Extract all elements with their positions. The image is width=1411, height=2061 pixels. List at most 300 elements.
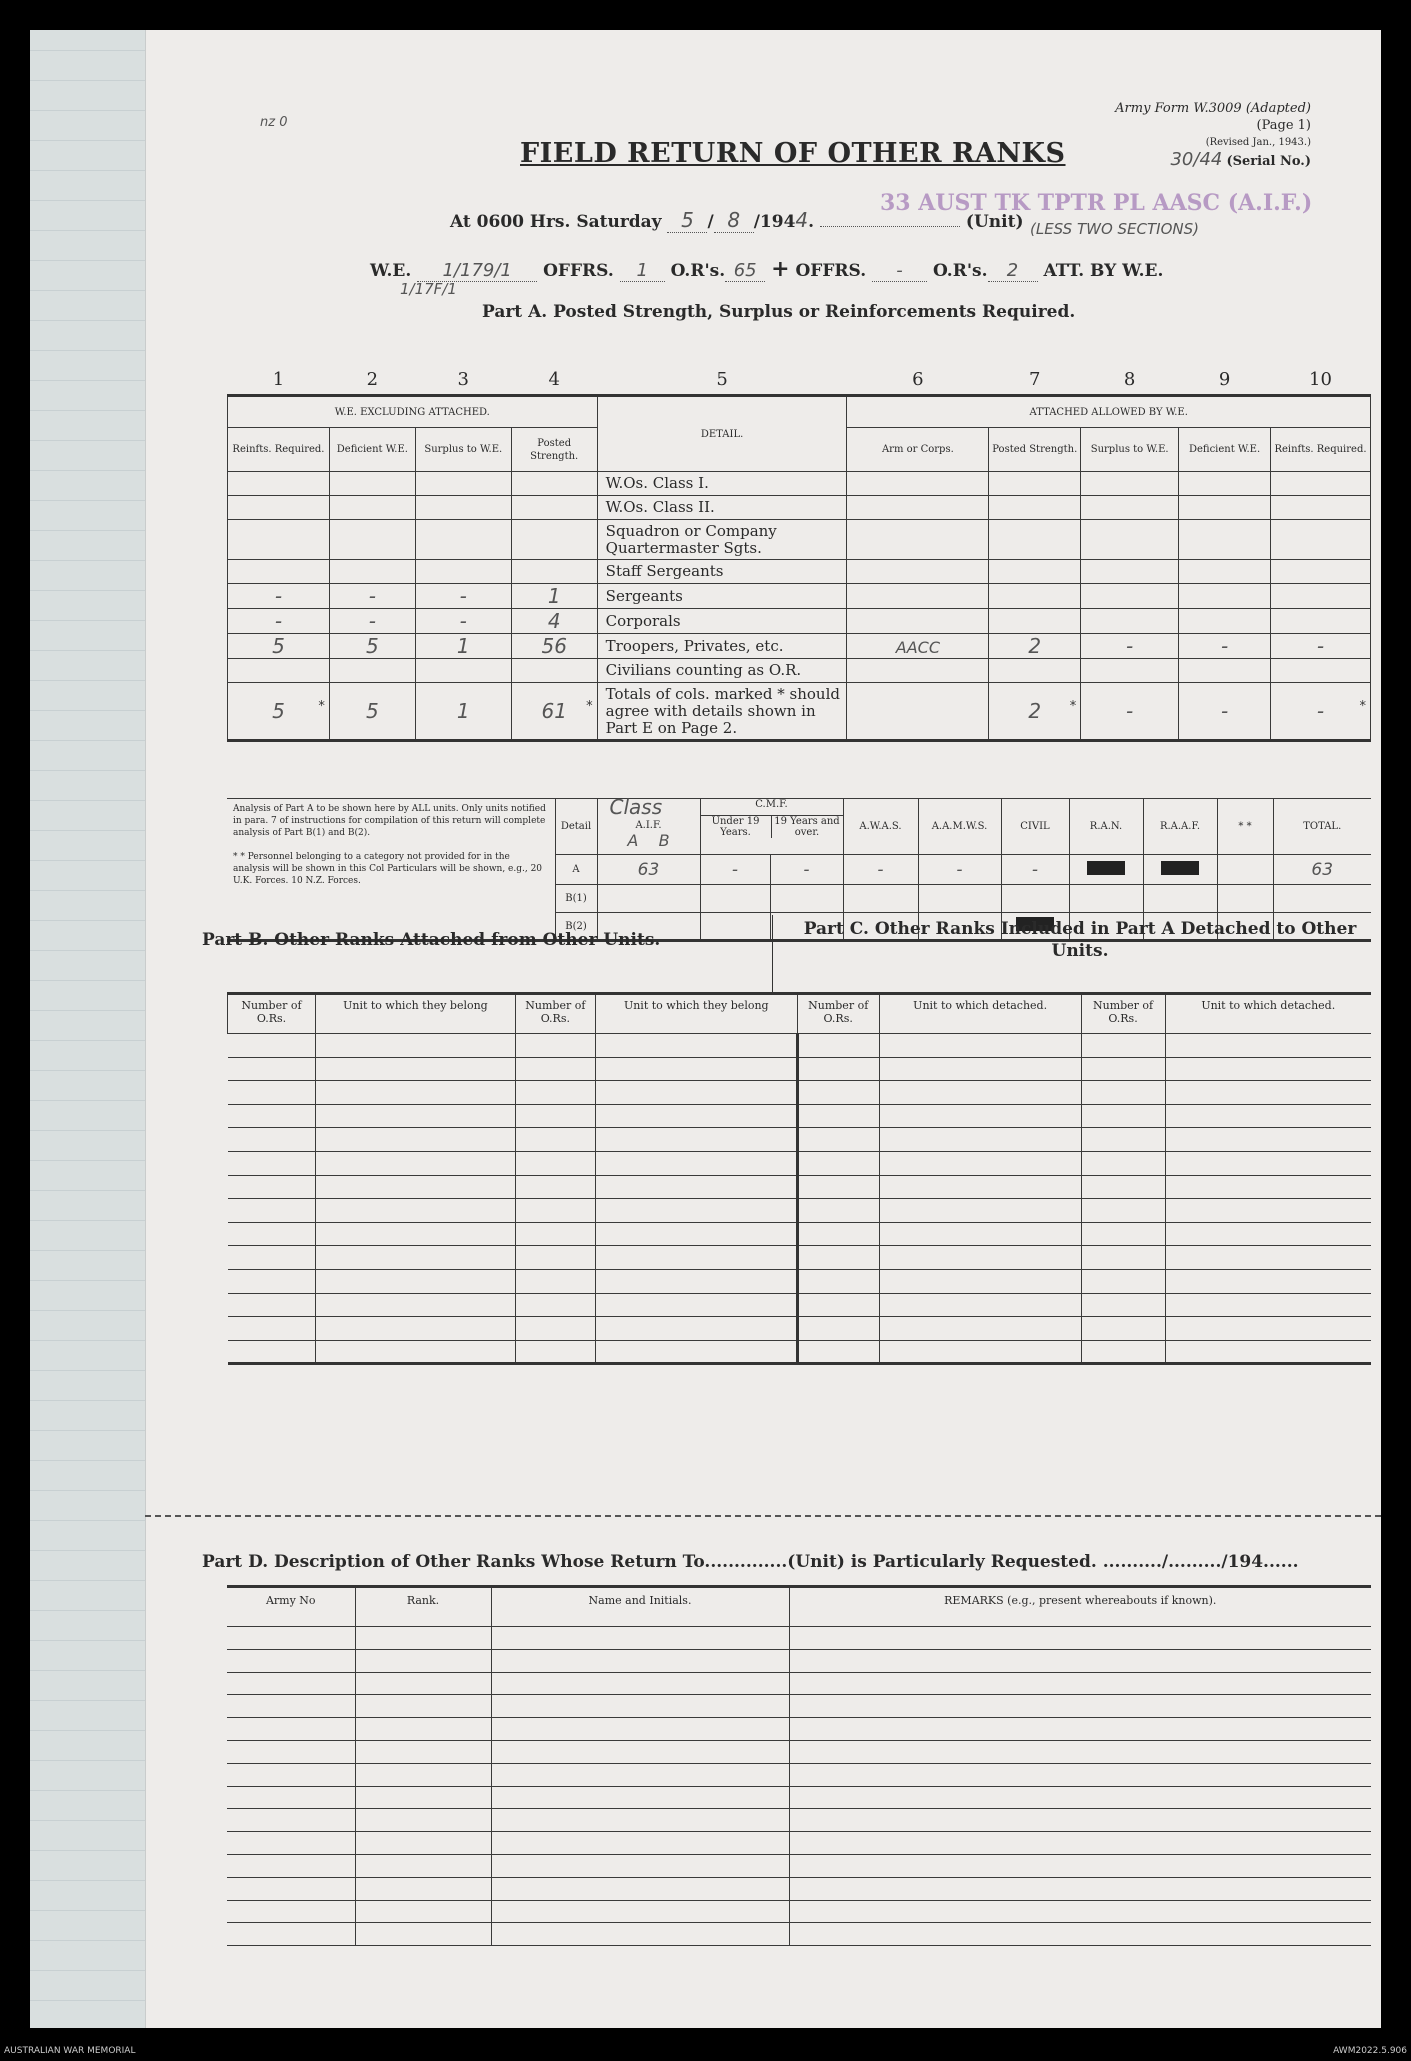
part-a-cell[interactable] — [228, 584, 330, 609]
part-b-c-row — [228, 1293, 1372, 1317]
part-a-cell[interactable] — [511, 683, 597, 741]
entry-cell[interactable] — [355, 1900, 491, 1923]
entry-cell[interactable] — [228, 1104, 316, 1128]
entry-cell[interactable] — [315, 1293, 515, 1317]
part-a-cell[interactable] — [415, 683, 511, 741]
column-header: Deficient W.E. — [1179, 428, 1271, 472]
entry-cell[interactable] — [491, 1786, 789, 1809]
entry-cell[interactable] — [1081, 1104, 1165, 1128]
part-a-cell[interactable] — [1271, 496, 1371, 520]
entry-cell[interactable] — [595, 1081, 797, 1105]
analysis-cell[interactable] — [1273, 885, 1371, 913]
entry-cell[interactable] — [491, 1763, 789, 1786]
entry-cell[interactable] — [227, 1786, 355, 1809]
entry-cell[interactable] — [515, 1293, 595, 1317]
entry-cell[interactable] — [789, 1627, 1371, 1650]
entry-cell[interactable] — [491, 1672, 789, 1695]
entry-cell[interactable] — [227, 1695, 355, 1718]
part-a-cell[interactable] — [1271, 683, 1371, 741]
analysis-cell[interactable] — [918, 885, 1001, 913]
entry-cell[interactable] — [315, 1034, 515, 1058]
entry-cell[interactable] — [315, 1057, 515, 1081]
entry-cell[interactable] — [315, 1128, 515, 1152]
entry-cell[interactable] — [797, 1222, 879, 1246]
part-a-cell[interactable] — [415, 496, 511, 520]
entry-cell[interactable] — [515, 1317, 595, 1341]
part-a-cell[interactable] — [511, 634, 597, 659]
part-a-cell[interactable] — [989, 472, 1081, 496]
entry-cell[interactable] — [355, 1740, 491, 1763]
entry-cell[interactable] — [789, 1832, 1371, 1855]
entry-cell[interactable] — [789, 1649, 1371, 1672]
entry-cell[interactable] — [797, 1317, 879, 1341]
entry-cell[interactable] — [228, 1293, 316, 1317]
part-a-cell[interactable] — [415, 609, 511, 634]
part-a-cell[interactable] — [329, 472, 415, 496]
entry-cell[interactable] — [515, 1128, 595, 1152]
analysis-cell[interactable] — [700, 913, 770, 941]
entry-cell[interactable] — [595, 1199, 797, 1223]
entry-cell[interactable] — [355, 1672, 491, 1695]
part-a-cell[interactable] — [511, 584, 597, 609]
part-a-cell[interactable] — [511, 609, 597, 634]
entry-cell[interactable] — [879, 1151, 1081, 1175]
part-a-cell[interactable] — [511, 496, 597, 520]
entry-cell[interactable] — [1165, 1151, 1371, 1175]
analysis-cell[interactable] — [1217, 885, 1273, 913]
entry-cell[interactable] — [228, 1222, 316, 1246]
entry-cell[interactable] — [355, 1627, 491, 1650]
entry-cell[interactable] — [491, 1718, 789, 1741]
entry-cell[interactable] — [797, 1175, 879, 1199]
entry-cell[interactable] — [228, 1175, 316, 1199]
part-a-cell[interactable] — [847, 560, 989, 584]
entry-cell[interactable] — [1081, 1175, 1165, 1199]
part-a-cell[interactable] — [1179, 472, 1271, 496]
part-a-cell[interactable] — [511, 560, 597, 584]
part-a-cell[interactable] — [511, 472, 597, 496]
entry-cell[interactable] — [789, 1740, 1371, 1763]
entry-cell[interactable] — [228, 1081, 316, 1105]
entry-cell[interactable] — [491, 1809, 789, 1832]
analysis-cell[interactable] — [843, 885, 918, 913]
entry-cell[interactable] — [315, 1151, 515, 1175]
entry-cell[interactable] — [879, 1057, 1081, 1081]
entry-cell[interactable] — [355, 1718, 491, 1741]
part-a-cell[interactable] — [329, 634, 415, 659]
entry-cell[interactable] — [515, 1081, 595, 1105]
entry-cell[interactable] — [595, 1317, 797, 1341]
entry-cell[interactable] — [789, 1718, 1371, 1741]
part-a-cell[interactable] — [329, 560, 415, 584]
part-a-cell[interactable] — [1179, 634, 1271, 659]
att-offrs-value[interactable]: - — [872, 260, 927, 282]
entry-cell[interactable] — [1165, 1199, 1371, 1223]
entry-cell[interactable] — [789, 1672, 1371, 1695]
part-a-cell[interactable] — [228, 634, 330, 659]
column-header: Deficient W.E. — [329, 428, 415, 472]
entry-cell[interactable] — [227, 1832, 355, 1855]
entry-cell[interactable] — [1081, 1269, 1165, 1293]
analysis-cell[interactable] — [1217, 855, 1273, 885]
part-d-row — [227, 1923, 1371, 1946]
entry-cell[interactable] — [1165, 1246, 1371, 1270]
part-a-cell[interactable] — [228, 609, 330, 634]
part-d-column-header: Rank. — [355, 1587, 491, 1627]
strip-rule — [30, 1730, 145, 1731]
entry-cell[interactable] — [595, 1293, 797, 1317]
entry-cell[interactable] — [1165, 1269, 1371, 1293]
entry-cell[interactable] — [797, 1034, 879, 1058]
entry-cell[interactable] — [315, 1175, 515, 1199]
entry-cell[interactable] — [515, 1104, 595, 1128]
entry-cell[interactable] — [315, 1340, 515, 1364]
entry-cell[interactable] — [227, 1649, 355, 1672]
analysis-cell[interactable] — [1001, 855, 1069, 885]
entry-cell[interactable] — [1165, 1317, 1371, 1341]
part-a-cell[interactable] — [1081, 496, 1179, 520]
entry-cell[interactable] — [789, 1854, 1371, 1877]
entry-cell[interactable] — [879, 1293, 1081, 1317]
entry-cell[interactable] — [879, 1269, 1081, 1293]
part-a-cell[interactable] — [1081, 683, 1179, 741]
part-a-cell[interactable] — [989, 560, 1081, 584]
part-a-cell[interactable] — [1081, 560, 1179, 584]
part-a-cell[interactable] — [1271, 584, 1371, 609]
analysis-cell[interactable] — [1273, 855, 1371, 885]
entry-cell[interactable] — [797, 1269, 879, 1293]
civil-header: CIVIL — [1001, 799, 1069, 855]
part-a-cell[interactable] — [329, 659, 415, 683]
part-a-cell[interactable] — [1081, 609, 1179, 634]
entry-cell[interactable] — [355, 1786, 491, 1809]
part-a-cell[interactable] — [989, 609, 1081, 634]
entry-cell[interactable] — [315, 1081, 515, 1105]
att-offrs-label: OFFRS. — [795, 261, 867, 281]
analysis-cell[interactable] — [770, 885, 843, 913]
part-a-cell[interactable] — [1081, 584, 1179, 609]
entry-cell[interactable] — [515, 1057, 595, 1081]
entry-cell[interactable] — [227, 1809, 355, 1832]
part-a-cell[interactable] — [1271, 520, 1371, 560]
under-19-header: Under 19 Years. — [701, 816, 772, 838]
att-ors-value[interactable]: 2 — [988, 260, 1038, 282]
analysis-cell[interactable] — [700, 885, 770, 913]
entry-cell[interactable] — [315, 1104, 515, 1128]
part-a-cell[interactable] — [847, 659, 989, 683]
entry-cell[interactable] — [227, 1854, 355, 1877]
column-number: 9 — [1179, 364, 1271, 396]
entry-cell[interactable] — [315, 1222, 515, 1246]
part-a-cell[interactable] — [1179, 609, 1271, 634]
entry-cell[interactable] — [515, 1151, 595, 1175]
entry-cell[interactable] — [1081, 1246, 1165, 1270]
entry-cell[interactable] — [595, 1057, 797, 1081]
entry-cell[interactable] — [228, 1034, 316, 1058]
analysis-cell[interactable] — [1143, 885, 1217, 913]
part-a-cell[interactable] — [329, 683, 415, 741]
entry-cell[interactable] — [227, 1740, 355, 1763]
entry-cell[interactable] — [515, 1269, 595, 1293]
part-a-cell[interactable] — [1179, 520, 1271, 560]
entry-cell[interactable] — [789, 1923, 1371, 1946]
part-a-cell[interactable] — [1179, 584, 1271, 609]
analysis-cell[interactable] — [1069, 885, 1143, 913]
form-page — [30, 30, 1381, 2028]
entry-cell[interactable] — [879, 1175, 1081, 1199]
analysis-cell[interactable] — [918, 855, 1001, 885]
entry-cell[interactable] — [228, 1151, 316, 1175]
entry-cell[interactable] — [595, 1269, 797, 1293]
entry-cell[interactable] — [789, 1786, 1371, 1809]
entry-cell[interactable] — [227, 1877, 355, 1900]
part-d-column-header: REMARKS (e.g., present whereabouts if known). — [789, 1587, 1371, 1627]
analysis-cell[interactable] — [597, 855, 700, 885]
entry-cell[interactable] — [595, 1128, 797, 1152]
entry-cell[interactable] — [595, 1246, 797, 1270]
part-a-cell[interactable] — [329, 520, 415, 560]
part-a-cell[interactable] — [1179, 659, 1271, 683]
entry-cell[interactable] — [491, 1649, 789, 1672]
entry-cell[interactable] — [315, 1246, 515, 1270]
entry-cell[interactable] — [789, 1695, 1371, 1718]
entry-cell[interactable] — [1165, 1081, 1371, 1105]
part-a-cell[interactable] — [1271, 560, 1371, 584]
entry-cell[interactable] — [1081, 1151, 1165, 1175]
entry-cell[interactable] — [879, 1128, 1081, 1152]
analysis-cell[interactable] — [1001, 885, 1069, 913]
part-a-cell[interactable] — [329, 496, 415, 520]
entry-cell[interactable] — [355, 1923, 491, 1946]
entry-cell[interactable] — [879, 1222, 1081, 1246]
entry-cell[interactable] — [1165, 1293, 1371, 1317]
part-a-cell[interactable] — [415, 584, 511, 609]
entry-cell[interactable] — [228, 1246, 316, 1270]
entry-cell[interactable] — [879, 1104, 1081, 1128]
entry-cell[interactable] — [355, 1877, 491, 1900]
part-a-cell[interactable] — [989, 634, 1081, 659]
entry-cell[interactable] — [491, 1854, 789, 1877]
entry-cell[interactable] — [595, 1175, 797, 1199]
entry-cell[interactable] — [228, 1199, 316, 1223]
entry-cell[interactable] — [879, 1199, 1081, 1223]
entry-cell[interactable] — [228, 1317, 316, 1341]
analysis-cell[interactable] — [770, 855, 843, 885]
entry-cell[interactable] — [515, 1340, 595, 1364]
entry-cell[interactable] — [789, 1763, 1371, 1786]
entry-cell[interactable] — [491, 1627, 789, 1650]
entry-cell[interactable] — [1081, 1128, 1165, 1152]
entry-cell[interactable] — [355, 1763, 491, 1786]
entry-cell[interactable] — [797, 1104, 879, 1128]
entry-cell[interactable] — [797, 1246, 879, 1270]
entry-cell[interactable] — [228, 1128, 316, 1152]
entry-cell[interactable] — [1165, 1340, 1371, 1364]
entry-cell[interactable] — [515, 1034, 595, 1058]
month-field[interactable]: 8 — [714, 208, 754, 233]
entry-cell[interactable] — [595, 1104, 797, 1128]
entry-cell[interactable] — [491, 1923, 789, 1946]
entry-cell[interactable] — [797, 1057, 879, 1081]
entry-cell[interactable] — [227, 1900, 355, 1923]
entry-cell[interactable] — [1081, 1057, 1165, 1081]
part-a-cell[interactable] — [228, 560, 330, 584]
entry-cell[interactable] — [228, 1057, 316, 1081]
entry-cell[interactable] — [515, 1199, 595, 1223]
entry-cell[interactable] — [1081, 1034, 1165, 1058]
entry-cell[interactable] — [595, 1222, 797, 1246]
part-a-cell[interactable] — [847, 683, 989, 741]
entry-cell[interactable] — [879, 1340, 1081, 1364]
part-a-cell[interactable] — [847, 634, 989, 659]
entry-cell[interactable] — [315, 1199, 515, 1223]
part-a-cell[interactable] — [228, 683, 330, 741]
analysis-cell[interactable] — [1143, 855, 1217, 885]
entry-cell[interactable] — [491, 1695, 789, 1718]
entry-cell[interactable] — [515, 1246, 595, 1270]
entry-cell[interactable] — [228, 1340, 316, 1364]
analysis-cell[interactable] — [843, 855, 918, 885]
part-a-cell[interactable] — [989, 683, 1081, 741]
entry-cell[interactable] — [797, 1340, 879, 1364]
part-b-column-header: Number of O.Rs. — [228, 994, 316, 1034]
strip-rule — [30, 260, 145, 261]
entry-cell[interactable] — [227, 1672, 355, 1695]
entry-cell[interactable] — [797, 1293, 879, 1317]
ors-value[interactable]: 65 — [725, 260, 765, 282]
part-a-cell[interactable] — [329, 609, 415, 634]
entry-cell[interactable] — [227, 1718, 355, 1741]
entry-cell[interactable] — [1165, 1034, 1371, 1058]
part-a-cell[interactable] — [1179, 560, 1271, 584]
strip-rule — [30, 890, 145, 891]
offrs-value[interactable]: 1 — [620, 260, 665, 282]
part-a-cell[interactable] — [1271, 659, 1371, 683]
part-a-cell[interactable] — [329, 584, 415, 609]
analysis-cell[interactable] — [597, 885, 700, 913]
entry-cell[interactable] — [355, 1695, 491, 1718]
day-field[interactable]: 5 — [667, 208, 707, 233]
part-a-cell[interactable] — [415, 659, 511, 683]
analysis-cell[interactable] — [700, 855, 770, 885]
part-a-cell[interactable] — [228, 472, 330, 496]
other-category-note: * * Personnel belonging to a category not provided for in the analysis will be shown in this Col Particulars will be shown, e.g., 20 U.K. Forces. 10 N.Z. Forces. — [233, 852, 543, 886]
strip-rule — [30, 290, 145, 291]
part-a-cell[interactable] — [1271, 634, 1371, 659]
part-a-cell[interactable] — [847, 609, 989, 634]
part-a-cell[interactable] — [1271, 609, 1371, 634]
entry-cell[interactable] — [1081, 1222, 1165, 1246]
entry-cell[interactable] — [315, 1269, 515, 1293]
entry-cell[interactable] — [227, 1627, 355, 1650]
entry-cell[interactable] — [1165, 1128, 1371, 1152]
entry-cell[interactable] — [227, 1763, 355, 1786]
part-a-cell[interactable] — [415, 560, 511, 584]
year-field[interactable]: 4 — [795, 208, 809, 232]
part-a-cell[interactable] — [1081, 520, 1179, 560]
part-a-cell[interactable] — [989, 520, 1081, 560]
entry-cell[interactable] — [879, 1317, 1081, 1341]
entry-cell[interactable] — [789, 1809, 1371, 1832]
entry-cell[interactable] — [1081, 1340, 1165, 1364]
part-a-cell[interactable] — [989, 659, 1081, 683]
part-b-c-table — [227, 992, 1371, 1365]
part-a-cell[interactable] — [847, 496, 989, 520]
part-a-cell[interactable] — [1081, 634, 1179, 659]
part-a-cell[interactable] — [415, 520, 511, 560]
entry-cell[interactable] — [789, 1877, 1371, 1900]
part-a-cell[interactable] — [511, 659, 597, 683]
entry-cell[interactable] — [1165, 1057, 1371, 1081]
entry-cell[interactable] — [1165, 1104, 1371, 1128]
entry-cell[interactable] — [1081, 1317, 1165, 1341]
entry-cell[interactable] — [315, 1317, 515, 1341]
entry-cell[interactable] — [797, 1128, 879, 1152]
part-a-cell[interactable] — [847, 472, 989, 496]
entry-cell[interactable] — [797, 1081, 879, 1105]
part-a-cell[interactable] — [989, 496, 1081, 520]
entry-cell[interactable] — [491, 1832, 789, 1855]
part-a-cell[interactable] — [1271, 472, 1371, 496]
entry-cell[interactable] — [491, 1900, 789, 1923]
entry-cell[interactable] — [355, 1854, 491, 1877]
part-a-cell[interactable] — [228, 659, 330, 683]
entry-cell[interactable] — [879, 1081, 1081, 1105]
part-a-cell[interactable] — [1081, 472, 1179, 496]
entry-cell[interactable] — [228, 1269, 316, 1293]
entry-cell[interactable] — [595, 1340, 797, 1364]
return-date-line: At 0600 Hrs. Saturday 5 / 8 /1944. (Unit) — [450, 208, 1024, 232]
entry-cell[interactable] — [355, 1832, 491, 1855]
part-a-cell[interactable] — [1179, 496, 1271, 520]
strip-rule — [30, 740, 145, 741]
entry-cell[interactable] — [1165, 1222, 1371, 1246]
entry-cell[interactable] — [515, 1175, 595, 1199]
entry-cell[interactable] — [1081, 1293, 1165, 1317]
entry-cell[interactable] — [491, 1740, 789, 1763]
part-a-cell[interactable] — [847, 584, 989, 609]
part-a-cell[interactable] — [1081, 659, 1179, 683]
part-a-cell[interactable] — [511, 520, 597, 560]
entry-cell[interactable] — [491, 1877, 789, 1900]
part-a-cell[interactable] — [847, 520, 989, 560]
entry-cell[interactable] — [1081, 1199, 1165, 1223]
part-a-cell[interactable] — [228, 496, 330, 520]
entry-cell[interactable] — [879, 1034, 1081, 1058]
entry-cell[interactable] — [797, 1151, 879, 1175]
part-a-cell[interactable] — [415, 472, 511, 496]
entry-cell[interactable] — [515, 1222, 595, 1246]
entry-cell[interactable] — [595, 1151, 797, 1175]
we-value[interactable]: 1/179/1 — [417, 260, 537, 282]
entry-cell[interactable] — [1165, 1175, 1371, 1199]
part-a-cell[interactable] — [228, 520, 330, 560]
part-b-c-row — [228, 1317, 1372, 1341]
entry-cell[interactable] — [1081, 1081, 1165, 1105]
entry-cell[interactable] — [879, 1246, 1081, 1270]
entry-cell[interactable] — [355, 1649, 491, 1672]
entry-cell[interactable] — [227, 1923, 355, 1946]
entry-cell[interactable] — [595, 1034, 797, 1058]
part-a-heading: Part A. Posted Strength, Surplus or Reinforcements Required. — [482, 302, 1076, 322]
part-a-cell[interactable] — [1179, 683, 1271, 741]
entry-cell[interactable] — [797, 1199, 879, 1223]
entry-cell[interactable] — [789, 1900, 1371, 1923]
part-a-cell[interactable] — [415, 634, 511, 659]
analysis-cell[interactable] — [1069, 855, 1143, 885]
entry-cell[interactable] — [355, 1809, 491, 1832]
part-a-cell[interactable] — [989, 584, 1081, 609]
